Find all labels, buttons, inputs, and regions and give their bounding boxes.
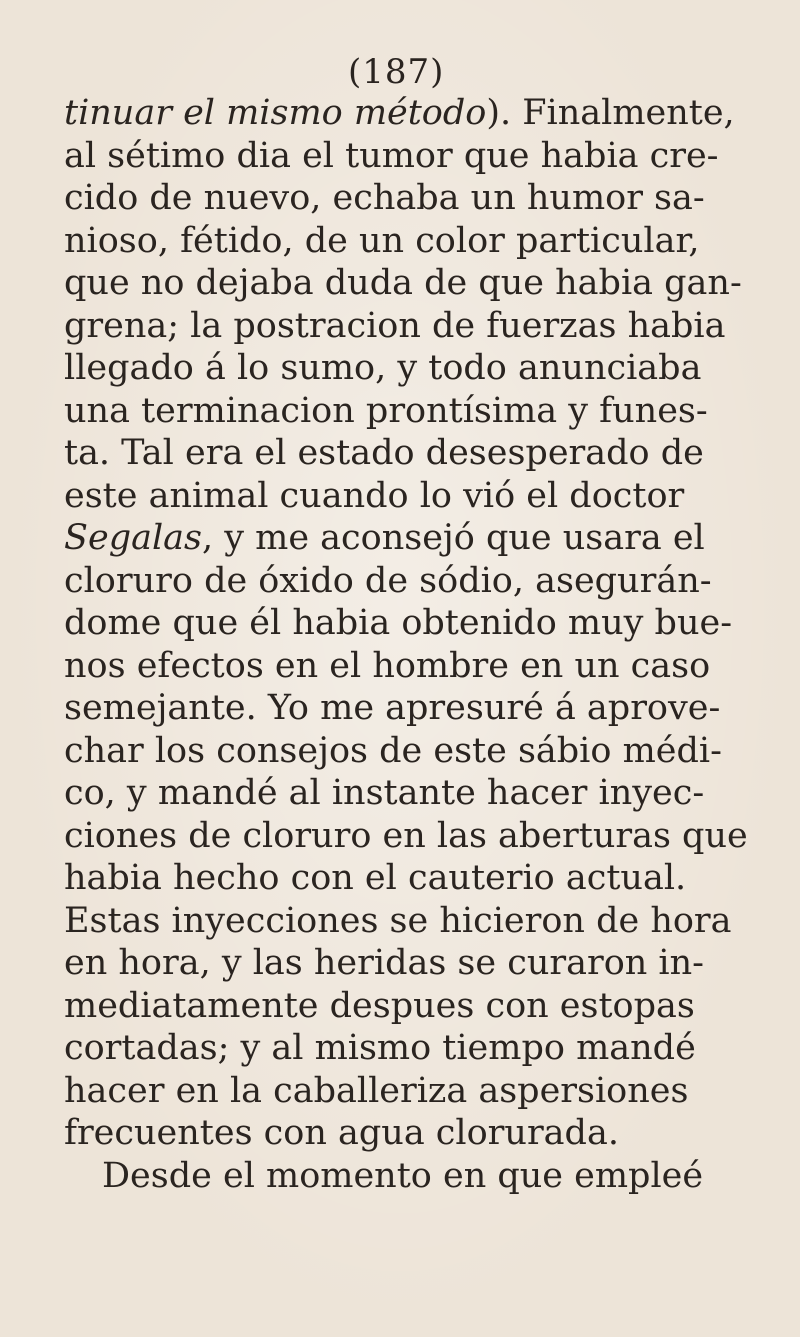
- text-line: llegado á lo sumo, y todo anunciaba: [64, 348, 702, 388]
- text-line: co, y mandé al instante hacer inyec-: [64, 773, 705, 813]
- text-line: habia hecho con el cauterio actual.: [64, 858, 687, 898]
- text-line: ciones de cloruro en las aberturas que: [64, 815, 748, 856]
- text-line: al sétimo dia el tumor que habia cre-: [64, 135, 719, 176]
- text-line: semejante. Yo me apresuré á aprove-: [64, 688, 721, 728]
- text-line: hacer en la caballeriza aspersiones: [64, 1070, 689, 1111]
- text-line: en hora, y las heridas se curaron in-: [64, 943, 704, 983]
- text-line: Desde el momento en que empleé: [102, 1155, 704, 1196]
- body-text: [64, 92, 764, 1197]
- text-line: nos efectos en el hombre en un caso: [64, 645, 711, 686]
- page-number: (187): [348, 52, 445, 92]
- text-line: ta. Tal era el estado desesperado de: [64, 433, 704, 473]
- text-line: [64, 517, 764, 560]
- text-line: este animal cuando lo vió el doctor: [64, 475, 685, 516]
- text-line: que no dejaba duda de que habia gan-: [64, 263, 742, 303]
- text-line: Estas inyecciones se hicieron de hora: [64, 900, 732, 941]
- text-line: dome que él habia obtenido muy bue-: [64, 603, 733, 643]
- text-fragment: ). Finalmente,: [486, 93, 735, 133]
- text-line: nioso, fétido, de un color particular,: [64, 220, 700, 261]
- text-line: frecuentes con agua clorurada.: [64, 1113, 619, 1153]
- text-line: cortadas; y al mismo tiempo mandé: [64, 1028, 696, 1068]
- text-line: una terminacion prontísima y funes-: [64, 390, 708, 431]
- italic-phrase: tinuar el mismo método: [64, 93, 487, 133]
- text-line: [64, 92, 764, 135]
- text-line: char los consejos de este sábio médi-: [64, 730, 722, 771]
- italic-name: Segalas: [64, 518, 202, 558]
- text-line: grena; la postracion de fuerzas habia: [64, 305, 726, 346]
- text-line: cido de nuevo, echaba un humor sa-: [64, 178, 705, 218]
- text-line: cloruro de óxido de sódio, asegurán-: [64, 560, 712, 601]
- text-line: mediatamente despues con estopas: [64, 985, 695, 1026]
- text-fragment: , y me aconsejó que usara el: [201, 518, 705, 558]
